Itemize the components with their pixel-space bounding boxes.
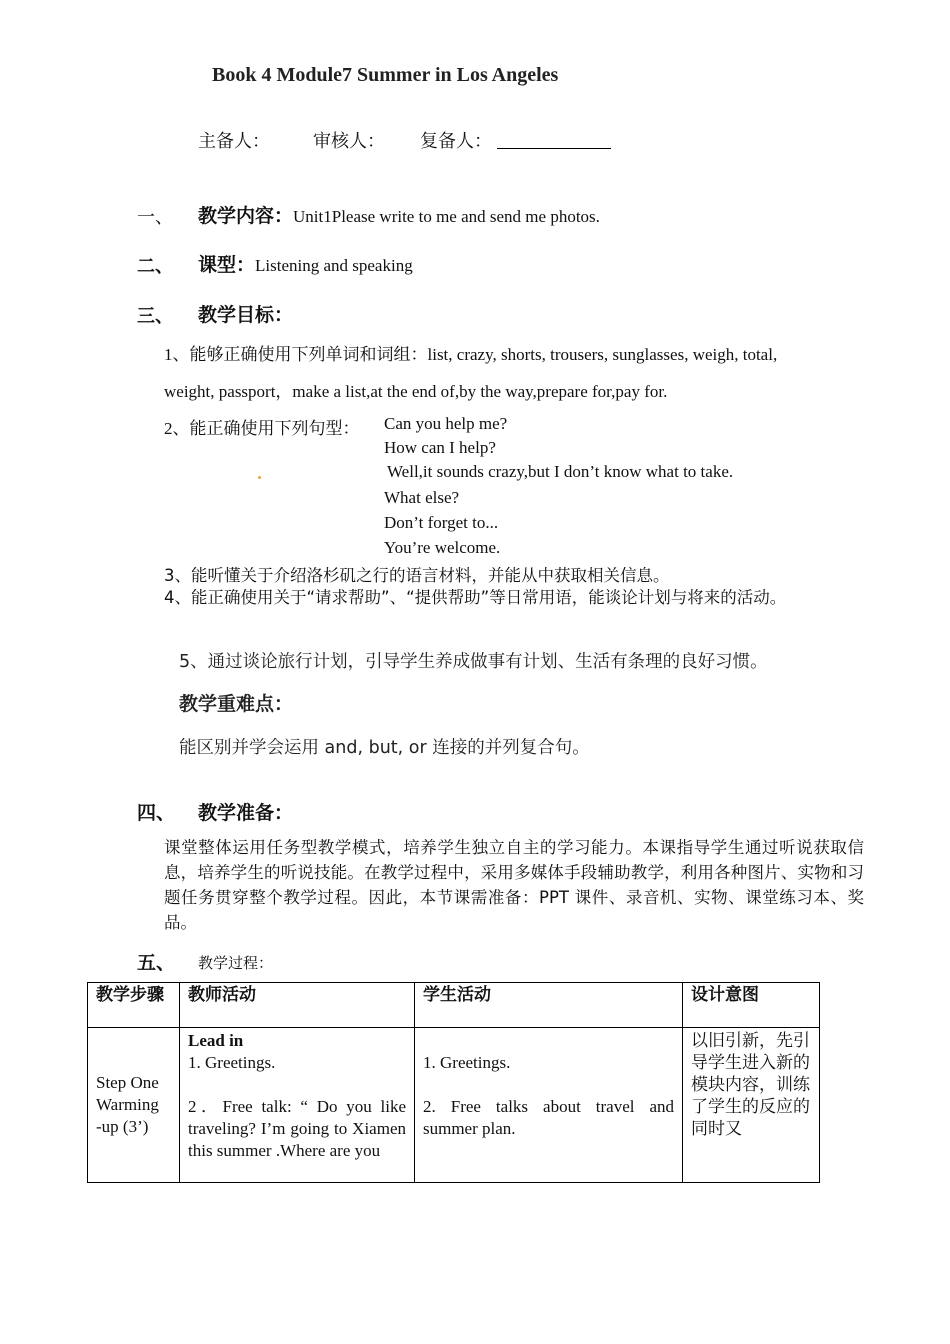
teacher-heading: Lead in [188,1031,244,1050]
goal-2-sentence: Well,it sounds crazy,but I don’t know what to take. [387,462,734,481]
step-cell [88,1028,180,1183]
section-5-number: 五、 [137,952,176,974]
key-points-text: 能区别并学会运用 and, but, or 连接的并列复合句。 [179,738,590,758]
goal-2-sentence: You’re welcome. [384,538,501,557]
teacher-item-1: 1. Greetings. [188,1053,276,1072]
section-1-heading: 教学内容： [198,205,294,227]
section-4-number: 四、 [137,802,176,824]
goal-3: 3、能听懂关于介绍洛杉矶之行的语言材料，并能从中获取相关信息。 [164,566,670,585]
step-line: Warming [96,1095,159,1114]
teacher-item-2: 2．Free talk: “ Do you like traveling? I’m going to Xiamen this summer .Where are you [188,1097,406,1160]
goal-1-line-2: weight, passport，make a list,at the end of,by the way,prepare for,pay for. [164,382,668,401]
teacher-cell [180,1028,415,1183]
student-item-2: 2. Free talks about travel and summer plan. [423,1097,674,1138]
section-2-text: Listening and speaking [255,256,413,275]
section-2-heading: 课型： [198,254,256,276]
table-header-row [88,983,820,1028]
goal-5: 5、通过谈论旅行计划，引导学生养成做事有计划、生活有条理的良好习惯。 [179,652,768,672]
section-1-text: Unit1Please write to me and send me photos. [293,207,600,226]
header-design: 设计意图 [683,983,820,1028]
section-2-line [198,250,413,277]
goal-2-sentence: Don’t forget to... [384,513,499,532]
goal-2-sentence: Can you help me? [384,414,508,433]
document-title: Book 4 Module7 Summer in Los Angeles [212,64,559,86]
section-3-heading: 教学目标： [198,304,294,326]
key-points-heading: 教学重难点： [179,693,294,715]
header-step: 教学步骤 [88,983,180,1028]
table-row [88,1028,820,1183]
preparation-text: 课堂整体运用任务型教学模式，培养学生独立自主的学习能力。本课指导学生通过听说获取信息，培养学生的听说技能。在教学过程中，采用多媒体手段辅助教学，利用各种图片、实物和习题任务贯穿整个教学过程。因此，本节课需准备：PPT 课件、录音机、实物、课堂练习本、奖品。 [164,838,864,932]
student-item-1: 1. Greetings. [423,1053,511,1072]
section-3-number: 三、 [137,306,173,327]
section-4-heading: 教学准备： [198,802,294,824]
goal-4: 4、能正确使用关于“请求帮助”、“提供帮助”等日常用语，能谈论计划与将来的活动。 [164,588,787,607]
process-table [87,982,820,1183]
goal-2-label: 2、能正确使用下列句型： [164,419,360,438]
student-cell [415,1028,683,1183]
co-preparer-blank [497,128,611,149]
stray-dot [258,476,261,479]
goal-1-line-1: 1、能够正确使用下列单词和词组：list, crazy, shorts, trousers, sunglasses, weigh, total, [164,345,778,364]
section-2-number: 二、 [137,256,173,277]
goal-2-sentence: How can I help? [384,438,496,457]
reviewer-label: 审核人： [313,131,385,152]
section-1-number: 一、 [137,207,173,228]
main-preparer-label: 主备人： [198,131,270,152]
design-cell [683,1028,820,1183]
header-student: 学生活动 [415,983,683,1028]
step-line: Step One [96,1073,159,1092]
header-teacher: 教师活动 [180,983,415,1028]
goal-2-sentence: What else? [384,488,460,507]
section-5-heading: 教学过程： [198,954,274,972]
section-1-line [198,201,600,228]
step-line: -up (3’) [96,1117,149,1136]
co-preparer-label: 复备人： [420,131,492,152]
design-text: 以旧引新，先引导学生进入新的模块内容，训练了学生的反应的同时又 [691,1031,810,1139]
